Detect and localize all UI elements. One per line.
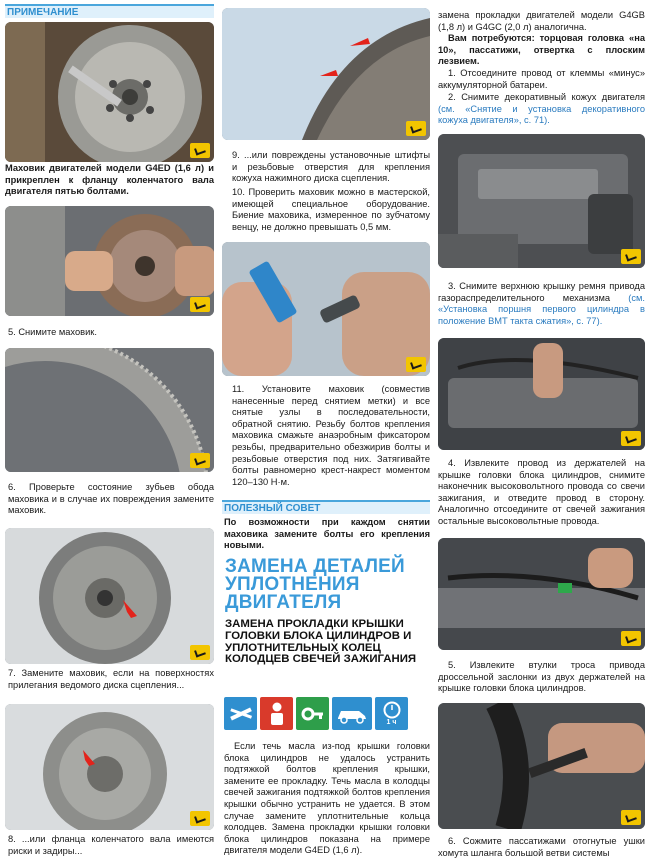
car-icon xyxy=(332,697,372,730)
camera-badge-icon xyxy=(190,143,210,158)
photo-flange xyxy=(5,704,214,830)
camera-badge-icon xyxy=(406,357,426,372)
step6-text: 6. Проверьте состояние зубьев обода маховика и в случае их повреждения замените маховик. xyxy=(8,482,214,516)
photo-pins xyxy=(222,8,430,140)
subsection-title: ЗАМЕНА ПРОКЛАДКИ КРЫШКИ ГОЛОВКИ БЛОКА ЦИЛИНДРОВ И УПЛОТНИТЕЛЬНЫХ КОЛЕЦ КОЛОДЦЕВ СВЕЧЕЙ ЗАЖИГАНИЯ xyxy=(225,618,417,666)
step3-reference-link[interactable]: (см. «Установка поршня первого цилиндра в положение ВМТ такта сжатия», с. 77). xyxy=(438,292,645,326)
hv-wires-image xyxy=(438,338,645,450)
step9-text: 9. ...или повреждены установочные штифты и резьбовые отверстия для крепления кожуха нажимного диска сцепления. xyxy=(232,150,430,184)
threadlocker-image xyxy=(222,242,430,376)
section-body: Если течь масла из-под крышки головки блока цилиндров не удалось устранить подтяжкой болтов крепления крышки, замените ее прокладку. Течь масла в колодцы свечей зажигания подтяжкой болтов крепления крышки обычно устранить не удается. В этом случае замените уплотнительные кольца колодцев. Замена прокладки крышки головки блока цилиндров показана на примере двигателя модели G4ED (1,6 л). xyxy=(224,741,430,856)
photo-clutch-surface xyxy=(5,528,214,664)
photo-throttle-cable xyxy=(438,538,645,650)
pins-image xyxy=(222,8,430,140)
step2-block xyxy=(438,92,645,127)
camera-badge-icon xyxy=(621,249,641,264)
flange-image xyxy=(5,704,214,830)
tools-text: Вам потребуются: торцовая головка «на 10», пассатижи, отвертка с плоским лезвием. xyxy=(438,33,645,67)
photo-remove-flywheel xyxy=(5,206,214,316)
step2-reference-link[interactable]: (см. «Снятие и установка декоративного кожуха двигателя», с. 71). xyxy=(438,103,645,126)
camera-badge-icon xyxy=(621,631,641,646)
photo-flywheel-bolts xyxy=(5,22,214,162)
step10-text: 10. Проверить маховик можно в мастерской, имеющей специальное оборудование. Биение маховика, измеренное по зубчатому венцу, не должно превышать 0,5 мм. xyxy=(232,187,430,232)
step8-text: 8. ...или фланца коленчатого вала имеются риски и задиры... xyxy=(8,834,214,856)
camera-badge-icon xyxy=(190,811,210,826)
hose-clamp-image xyxy=(438,703,645,829)
step5-text: 5. Извлеките втулки троса привода дроссельной заслонки из двух держателей на крышке головки блока цилиндров. xyxy=(438,660,645,694)
intro-text: замена прокладки двигателей модели G4GB (1,8 л) и G4GC (2,0 л) аналогична. xyxy=(438,10,645,32)
ring-gear-image xyxy=(5,348,214,472)
person-icon xyxy=(260,697,293,730)
section-title: ЗАМЕНА ДЕТАЛЕЙ УПЛОТНЕНИЯ ДВИГАТЕЛЯ xyxy=(225,556,405,613)
camera-badge-icon xyxy=(190,645,210,660)
photo-hv-wires xyxy=(438,338,645,450)
step3-block xyxy=(438,281,645,327)
camera-badge-icon xyxy=(621,810,641,825)
engine-cover-image xyxy=(438,134,645,268)
camera-badge-icon xyxy=(406,121,426,136)
photo-hose-clamp xyxy=(438,703,645,829)
flywheel-bolts-image xyxy=(5,22,214,162)
camera-badge-icon xyxy=(621,431,641,446)
difficulty-icons xyxy=(224,697,408,730)
photo-threadlocker xyxy=(222,242,430,376)
tip-text: По возможности при каждом снятии маховика замените болты его крепления новыми. xyxy=(224,517,430,551)
step7-text: 7. Замените маховик, если на поверхностях прилегания ведомого диска сцепления... xyxy=(8,668,214,690)
step4-text: 4. Извлеките провод из держателей на крышке головки блока цилиндров, снимите наконечник высоковольтного провода со свечи зажигания, и отведите провод в сторону. Аналогично отсоедините от свечей зажигания остальные высоковольтные провода. xyxy=(438,458,645,526)
throttle-cable-image xyxy=(438,538,645,650)
step1-text: 1. Отсоедините провод от клеммы «минус» аккумуляторной батареи. xyxy=(438,68,645,90)
step2-text: 2. Снимите декоративный кожух двигателя xyxy=(448,92,645,102)
photo-engine-cover xyxy=(438,134,645,268)
step11-text: 11. Установите маховик (совместив нанесенные перед снятием метки) и все снятые узлы в последовательности, обратной снятию. Резьбу болтов крепления маховика смажьте анаэробным фиксатором резьбы, предварительно обезжирив болты и резьбовые отверстия под них. Затягивайте болты равномерно крест-накрест моментом 120–130 Н·м. xyxy=(232,384,430,487)
remove-flywheel-image xyxy=(5,206,214,316)
camera-badge-icon xyxy=(190,297,210,312)
note-text: Маховик двигателей модели G4ED (1,6 л) и прикреплен к фланцу коленчатого вала двигателя пятью болтами. xyxy=(5,163,214,197)
photo-ring-gear xyxy=(5,348,214,472)
tools-icon xyxy=(224,697,257,730)
step5-text: 5. Снимите маховик. xyxy=(8,327,97,337)
clutch-surface-image xyxy=(5,528,214,664)
camera-badge-icon xyxy=(190,453,210,468)
key-icon xyxy=(296,697,329,730)
clock-icon xyxy=(375,697,408,730)
time-label: 1 ч xyxy=(386,718,397,726)
tip-header: ПОЛЕЗНЫЙ СОВЕТ xyxy=(222,500,430,514)
note-header: ПРИМЕЧАНИЕ xyxy=(5,4,214,18)
step3-text: 3. Снимите верхнюю крышку ремня привода газораспределительного механизма xyxy=(438,281,645,303)
step6-text: 6. Сожмите пассатижами отогнутые ушки хомута шланга большой ветви системы xyxy=(438,836,645,858)
